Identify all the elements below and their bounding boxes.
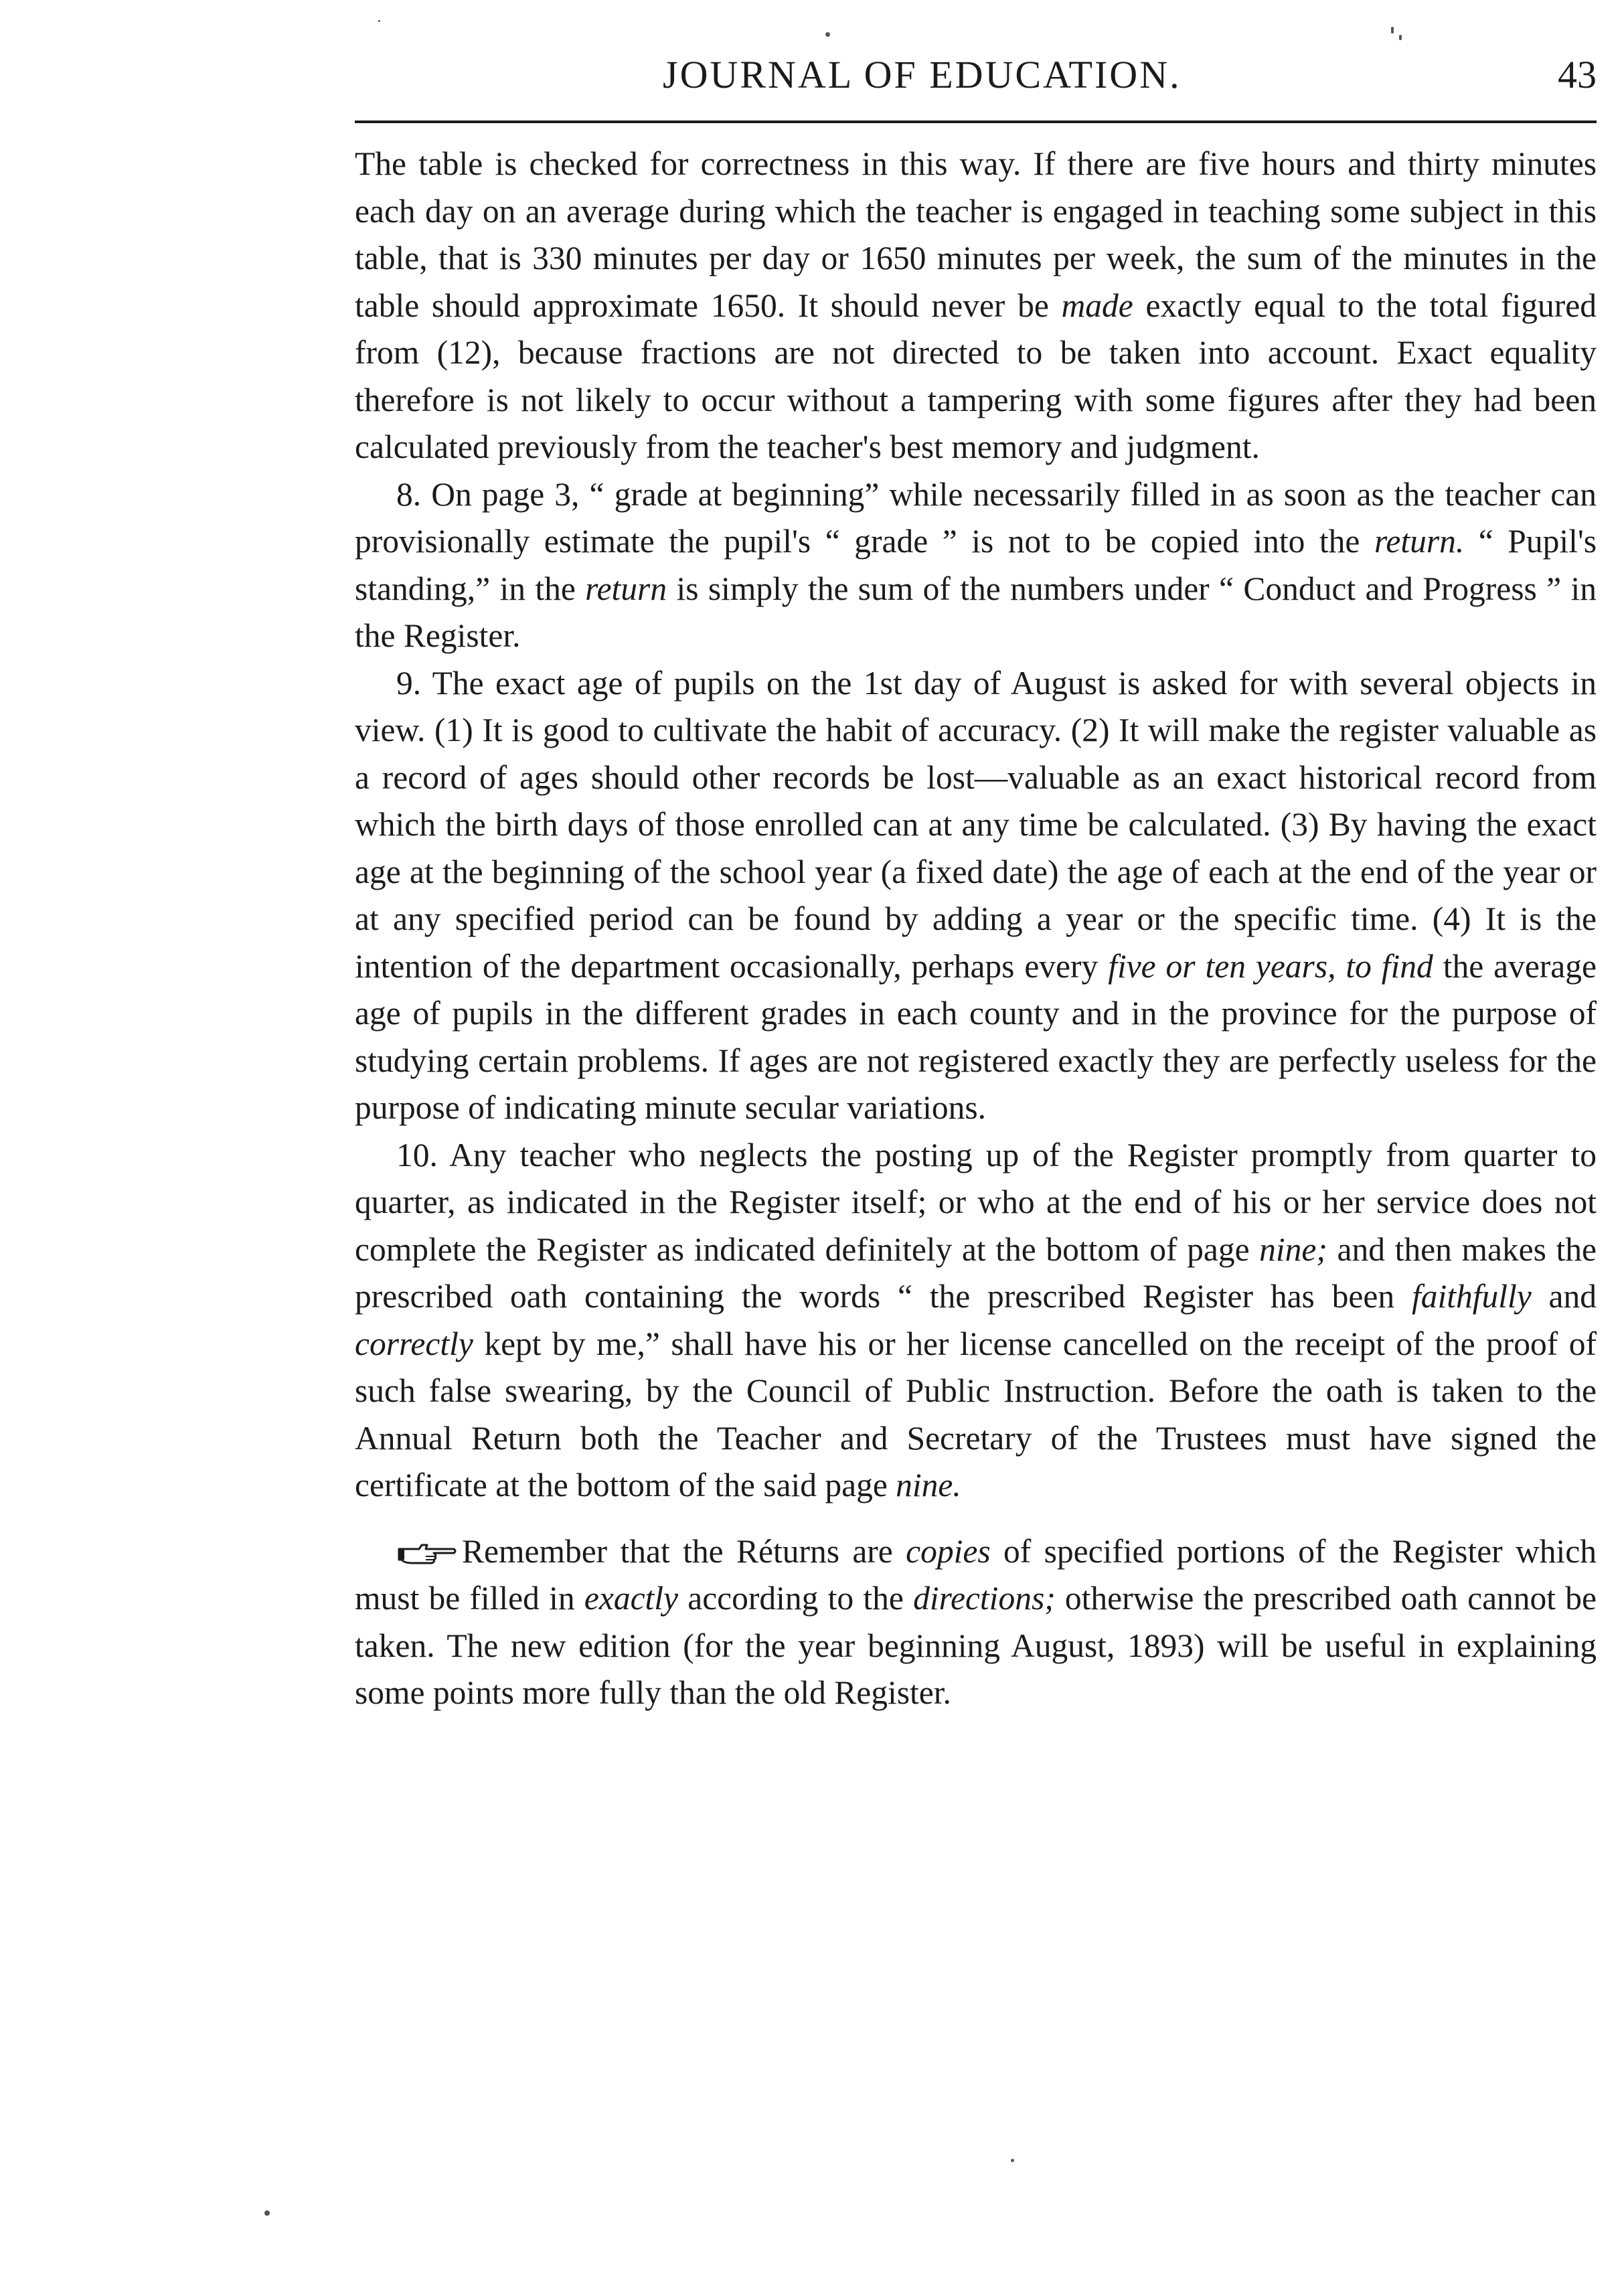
text-run: of specified portions of the Register which must be filled in	[355, 1532, 1597, 1617]
italic-run: copies	[906, 1532, 991, 1570]
text-run: is simply the sum of the numbers under “ Conduct and Progress ” in the Register.	[355, 570, 1597, 654]
article-body	[355, 141, 1597, 1717]
italic-run: exactly	[584, 1580, 679, 1617]
paper-speck	[264, 2210, 270, 2216]
paper-speck	[1011, 2159, 1014, 2162]
text-run: otherwise the prescribed oath cannot be taken. The new edition (for the year beginning August, 1893) will be useful in explaining some points more fully than the old Register.	[355, 1580, 1597, 1711]
italic-run: made	[1061, 287, 1133, 324]
paragraph-10	[355, 1132, 1597, 1510]
text-run: and	[1531, 1278, 1597, 1315]
text-run: exactly equal to the total figured from (12), because fractions are not directed to be taken into account. Exact equality therefore is not likely to occur without a tampering with some figures after they had been calculated previously from the teacher's best memory and judgment.	[355, 287, 1597, 465]
page-number: 43	[1558, 53, 1597, 96]
paper-speck	[825, 32, 830, 37]
paragraph-table-check	[355, 141, 1597, 471]
italic-run: return	[585, 570, 667, 607]
paper-speck	[378, 20, 380, 22]
text-run: and then makes the prescribed oath containing the words “ the prescribed Register has been	[355, 1230, 1597, 1315]
journal-title: JOURNAL OF EDUCATION.	[663, 53, 1182, 96]
italic-run: return.	[1374, 523, 1465, 560]
text-run: the average age of pupils in the different grades in each county and in the province for the purpose of studying certain problems. If ages are not registered exactly they are perfectly useless for the purpose of indicating minute secular variations.	[355, 947, 1597, 1126]
pointing-hand-icon	[396, 1532, 458, 1559]
paragraph-8	[355, 471, 1597, 660]
text-run: The table is checked for correctness in this way. If there are five hours and thirty minutes each day on an average during which the teacher is engaged in teaching some subject in this table, that is 330 minutes per day or 1650 minutes per week, the sum of the minutes in the table should approximate 1650. It should never be	[355, 145, 1597, 324]
paragraph-remember-note	[355, 1528, 1597, 1717]
text-run: “ Pupil's standing,” in the	[355, 523, 1597, 607]
text-run: Remember that the Réturns are	[462, 1532, 906, 1570]
italic-run: nine;	[1259, 1230, 1327, 1268]
paragraph-9	[355, 660, 1597, 1132]
text-run: according to the	[678, 1580, 914, 1617]
italic-run: nine.	[896, 1467, 961, 1503]
text-run: kept by me,” shall have his or her license cancelled on the receipt of the proof of such false swearing, by the Council of Public Instruction. Before the oath is taken to the Annual Return both the Teacher and Secretary of the Trustees must have signed the certificate at the bottom of the said page	[355, 1325, 1597, 1503]
header-rule	[355, 120, 1597, 123]
italic-run: five or ten years, to find	[1108, 947, 1433, 985]
italic-run: directions;	[913, 1580, 1056, 1617]
italic-run: faithfully	[1411, 1278, 1532, 1315]
running-head	[355, 42, 1597, 108]
text-run: 10. Any teacher who neglects the posting up of the Register promptly from quarter to quarter, as indicated in the Register itself; or who at the end of his or her service does not complete the Register as indicated definitely at the bottom of page	[355, 1136, 1597, 1268]
text-run: 8. On page 3, “ grade at beginning” while necessarily filled in as soon as the teacher can provisionally estimate the pupil's “ grade ” is not to be copied into the	[355, 475, 1597, 560]
italic-run: correctly	[355, 1325, 473, 1362]
paper-speck	[1399, 35, 1402, 40]
paper-speck	[1391, 27, 1394, 33]
text-run: 9. The exact age of pupils on the 1st day of August is asked for with several objects in view. (1) It is good to cultivate the habit of accuracy. (2) It will make the register valuable as a record of ages should other records be lost—valuable as an exact historical record from which the birth days of those enrolled can at any time be calculated. (3) By having the exact age at the beginning of the school year (a fixed date) the age of each at the end of the year or at any specified period can be found by adding a year or the specific time. (4) It is the intention of the department occasionally, perhaps every	[355, 664, 1597, 985]
